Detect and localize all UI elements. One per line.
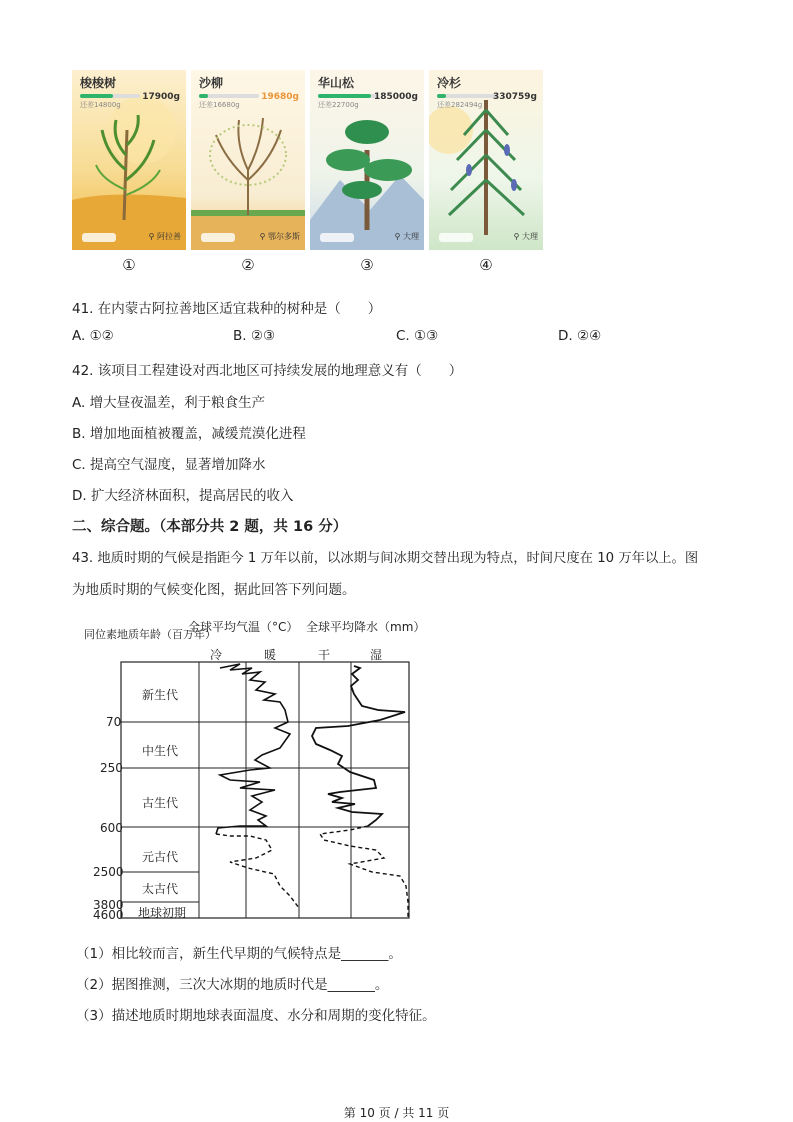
tree-name: 沙柳 (199, 76, 224, 90)
sub-question-1: （1）相比较而言，新生代早期的气候特点是_______。 (76, 946, 402, 962)
progress-bar (80, 94, 140, 98)
card-number: ② (241, 256, 255, 274)
logo (82, 233, 116, 242)
temperature-curve (216, 664, 290, 834)
tree-name: 冷杉 (437, 76, 462, 90)
location-label: ⚲ 大理 (513, 232, 538, 241)
tree-need: 还差16680g (199, 101, 240, 109)
tree-card-1 (72, 70, 186, 250)
option-a: A. 增大昼夜温差，利于粮食生产 (72, 395, 266, 411)
card-number: ① (122, 256, 136, 274)
card-number: ③ (360, 256, 374, 274)
page-footer: 第 10 页 / 共 11 页 (343, 1106, 450, 1120)
card-number: ④ (479, 256, 493, 274)
series-temperature-title: 全球平均气温（°C） (188, 620, 299, 634)
y-tick: 2500 (93, 865, 124, 879)
question-42-stem: 42. 该项目工程建设对西北地区可持续发展的地理意义有（ ） (72, 363, 463, 379)
precip-dry-label: 干 (318, 648, 331, 662)
question-41-stem: 41. 在内蒙古阿拉善地区适宜栽种的树种是（ ） (72, 301, 382, 317)
tree-name: 梭梭树 (80, 76, 117, 90)
logo (201, 233, 235, 242)
era-label: 古生代 (142, 796, 179, 810)
option-a: A. ①② (72, 328, 114, 344)
tree-weight: 17900g (142, 92, 180, 102)
era-label: 新生代 (142, 688, 179, 702)
sub-question-2: （2）据图推测，三次大冰期的地质时代是_______。 (76, 977, 389, 993)
logo (439, 233, 473, 242)
tree-card-2 (191, 70, 305, 250)
y-tick: 250 (100, 761, 123, 775)
precipitation-curve (312, 666, 405, 826)
era-label: 元古代 (142, 850, 179, 864)
option-d: D. 扩大经济林面积，提高居民的收入 (72, 488, 294, 504)
question-43-line2: 为地质时期的气候变化图，据此回答下列问题。 (72, 582, 356, 598)
y-tick: 3800 (93, 898, 124, 912)
option-c: C. 提高空气湿度，显著增加降水 (72, 457, 266, 473)
sub-question-3: （3）描述地质时期地球表面温度、水分和周期的变化特征。 (76, 1008, 436, 1024)
location-label: ⚲ 大理 (394, 232, 419, 241)
location-label: ⚲ 阿拉善 (148, 232, 181, 241)
question-43-line1: 43. 地质时期的气候是指距今 1 万年以前，以冰期与间冰期交替出现为特点，时间尺度在 10 万年以上。图 (72, 551, 699, 566)
era-label: 地球初期 (138, 906, 187, 920)
tree-card-4 (429, 70, 543, 250)
tree-need: 还差22700g (318, 101, 359, 109)
tree-name: 华山松 (318, 76, 355, 90)
y-axis-title: 同位素地质年龄（百万年） (84, 628, 216, 641)
tree-need: 还差14800g (80, 101, 121, 109)
tree-weight: 330759g (492, 92, 537, 102)
era-label: 中生代 (142, 744, 179, 758)
y-tick: 70 (106, 715, 122, 729)
tree-need: 还差282494g (437, 101, 483, 109)
location-label: ⚲ 鄂尔多斯 (259, 232, 300, 241)
progress-bar (318, 94, 378, 98)
tree-card-3 (310, 70, 424, 250)
tree-weight: 19680g (261, 92, 299, 102)
tree-weight: 185000g (373, 92, 418, 102)
y-tick: 600 (100, 821, 123, 835)
y-tick: 4600 (93, 908, 124, 922)
progress-bar (437, 94, 497, 98)
option-d: D. ②④ (558, 328, 602, 344)
logo (320, 233, 354, 242)
option-c: C. ①③ (396, 328, 439, 344)
temp-cold-label: 冷 (210, 648, 223, 662)
chart-plot (80, 610, 426, 920)
precipitation-curve-inferred (320, 826, 408, 918)
temperature-curve-inferred (216, 834, 299, 908)
progress-bar (199, 94, 259, 98)
option-b: B. 增加地面植被覆盖，减缓荒漠化进程 (72, 426, 306, 442)
series-precipitation-title: 全球平均降水（mm） (306, 620, 426, 634)
precip-wet-label: 湿 (370, 648, 383, 662)
temp-warm-label: 暖 (264, 648, 277, 662)
option-b: B. ②③ (233, 328, 276, 344)
era-label: 太古代 (142, 882, 179, 896)
section-title: 二、综合题。（本部分共 2 题，共 16 分） (72, 519, 348, 535)
climate-chart (80, 610, 426, 922)
